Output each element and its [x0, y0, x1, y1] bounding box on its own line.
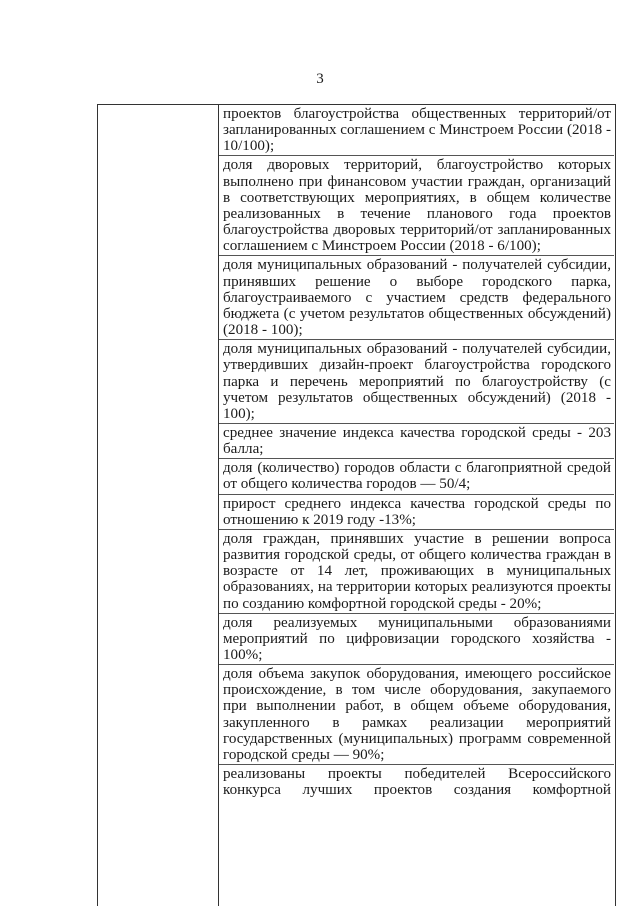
indicator-item-3: доля муниципальных образований - получателей субсидии, принявших решение о выборе городского парка, благоустраиваемого с участием средств федерального бюджета (с учетом результатов общественных обсуждений) (2018 - 100);	[219, 256, 614, 340]
page-number: 3	[316, 71, 324, 87]
indicator-item-11: реализованы проекты победителей Всероссийского конкурса лучших проектов создания комфортной	[223, 766, 611, 799]
indicator-item-7: прирост среднего индекса качества городской среды по отношению к 2019 году -13%;	[219, 495, 614, 530]
indicators-table	[97, 104, 616, 906]
right-column-cell	[219, 105, 614, 799]
indicator-item-8: доля граждан, принявших участие в решении вопроса развития городской среды, от общего количества граждан в возрасте от 14 лет, проживающих в муниципальных образованиях, на территории которых реализуются проекты по созданию комфортной городской среды - 20%;	[219, 530, 614, 614]
indicator-item-5: среднее значение индекса качества городской среды - 203 балла;	[219, 424, 614, 459]
indicator-item-10: доля объема закупок оборудования, имеющего российское происхождение, в том числе оборудования, закупаемого при выполнении работ, в общем объеме оборудования, закупленного в рамках реализации мероприятий государственных (муниципальных) программ современной городской среды — 90%;	[219, 665, 614, 765]
indicator-item-2: доля дворовых территорий, благоустройство которых выполнено при финансовом участии граждан, организаций в соответствующих мероприятиях, в общем количестве реализованных в течение планового года проектов благоустройства дворовых территорий/от запланированных соглашением с Минстроем России (2018 - 6/100);	[219, 156, 614, 256]
indicator-item-1: проектов благоустройства общественных территорий/от запланированных соглашением с Минстроем России (2018 - 10/100);	[219, 105, 614, 156]
indicator-item-9: доля реализуемых муниципальными образованиями мероприятий по цифровизации городского хозяйства - 100%;	[219, 614, 614, 665]
indicator-item-6: доля (количество) городов области с благоприятной средой от общего количества городов — 50/4;	[219, 459, 614, 494]
indicator-item-4: доля муниципальных образований - получателей субсидии, утвердивших дизайн-проект благоустройства городского парка и перечень мероприятий по благоустройству (с учетом результатов общественных обсуждений) (2018 - 100);	[219, 340, 614, 424]
